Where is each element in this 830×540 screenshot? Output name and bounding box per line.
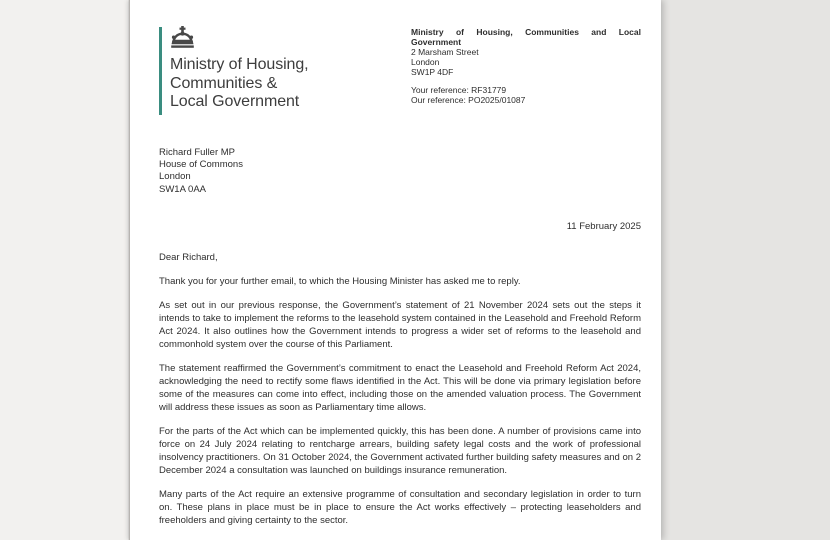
our-reference: Our reference: PO2025/01087 (411, 95, 526, 105)
paragraph: Thank you for your further email, to which the Housing Minister has asked me to reply. (159, 275, 521, 287)
department-logo-text (170, 56, 309, 112)
letter-page (129, 0, 661, 540)
letter-body (159, 251, 641, 527)
recipient-line: House of Commons (159, 159, 243, 171)
recipient-line: SW1A 0AA (159, 183, 206, 195)
paragraph: As set out in our previous response, the Government’s statement of 21 November 2024 sets out the steps it intends to take to implement the reforms to the leasehold system contained in the Leasehold and Freehold Reform Act 2024. It also outlines how the Government intends to progress a wider set of reforms to the leasehold and commonhold system over the course of this Parliament. (159, 299, 641, 350)
paragraph: Many parts of the Act require an extensive programme of consultation and secondary legislation in order to turn on. These plans in place must be in place to ensure the Act works effectively – protecting leaseholders and freeholders and giving certainty to the sector. (159, 488, 641, 526)
recipient-address-block (159, 147, 661, 196)
salutation: Dear Richard, (159, 251, 218, 263)
logo-color-bar (159, 27, 162, 115)
paragraph: The statement reaffirmed the Government’s commitment to enact the Leasehold and Freehold Reform Act 2024, acknowledging the need to rectify some flaws identified in the Act. This will be done via primary legislation before some of the measures can come into effect, including those on the amended valuation process. The Government will address these issues as soon as Parliamentary time allows. (159, 362, 641, 413)
logo-line: Communities & (170, 74, 278, 92)
recipient-line: Richard Fuller MP (159, 147, 236, 158)
your-reference: Your reference: RF31779 (411, 85, 507, 95)
sender-name: Ministry of Housing, Communities and Local Government (411, 27, 641, 47)
letter-date: 11 February 2025 (566, 220, 641, 232)
sender-address-block (411, 27, 641, 105)
royal-crest-icon (169, 26, 196, 53)
sender-address-line: SW1P 4DF (411, 67, 454, 77)
sender-address-line: London (411, 57, 440, 67)
letterhead (130, 0, 661, 147)
viewer-background-strip (0, 0, 128, 540)
reference-block (411, 85, 641, 105)
paragraph: For the parts of the Act which can be implemented quickly, this has been done. A number of provisions came into force on 24 July 2024 relating to rentcharge arrears, building safety legal costs and the work of professional insolvency practitioners. On 31 October 2024, the Government activated further building safety measures and on 2 December 2024 a consultation was launched on buildings insurance remuneration. (159, 425, 641, 476)
sender-address-line: 2 Marsham Street (411, 47, 479, 57)
logo-line: Ministry of Housing, (170, 56, 309, 73)
logo-line: Local Government (170, 93, 300, 110)
recipient-line: London (159, 171, 191, 183)
